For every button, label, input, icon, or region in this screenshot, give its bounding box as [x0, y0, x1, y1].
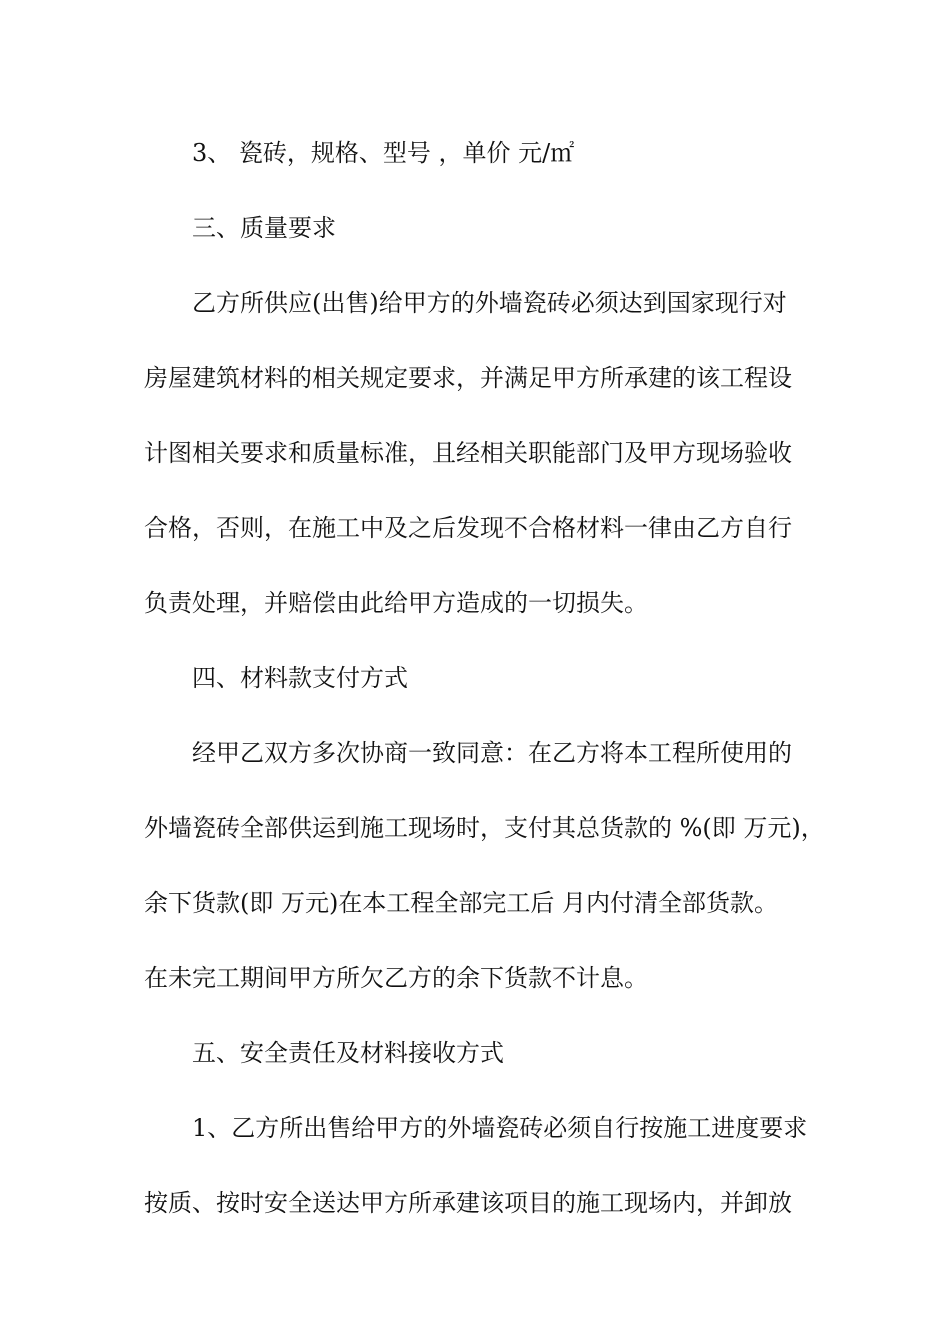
paragraph-line: 负责处理，并赔偿由此给甲方造成的一切损失。: [144, 589, 648, 617]
item-3-tile-spec: 3、 瓷砖，规格、型号 ，单价 元/㎡: [192, 139, 575, 167]
paragraph-line: 计图相关要求和质量标准，且经相关职能部门及甲方现场验收: [144, 439, 792, 467]
paragraph-line: 乙方所供应(出售)给甲方的外墙瓷砖必须达到国家现行对: [192, 289, 787, 317]
paragraph-line: 经甲乙双方多次协商一致同意：在乙方将本工程所使用的: [192, 739, 792, 767]
paragraph-line: 按质、按时安全送达甲方所承建该项目的施工现场内，并卸放: [144, 1189, 792, 1217]
section-heading-payment: 四、材料款支付方式: [192, 664, 408, 692]
paragraph-line: 外墙瓷砖全部供运到施工现场时，支付其总货款的 %(即 万元)，: [144, 814, 825, 842]
section-heading-quality: 三、质量要求: [192, 214, 336, 242]
paragraph-line: 在未完工期间甲方所欠乙方的余下货款不计息。: [144, 964, 648, 992]
paragraph-line: 余下货款(即 万元)在本工程全部完工后 月内付清全部货款。: [144, 889, 778, 917]
paragraph-line: 1、乙方所出售给甲方的外墙瓷砖必须自行按施工进度要求: [192, 1114, 808, 1142]
paragraph-line: 合格，否则，在施工中及之后发现不合格材料一律由乙方自行: [144, 514, 792, 542]
section-heading-safety: 五、安全责任及材料接收方式: [192, 1039, 504, 1067]
paragraph-line: 房屋建筑材料的相关规定要求，并满足甲方所承建的该工程设: [144, 364, 792, 392]
